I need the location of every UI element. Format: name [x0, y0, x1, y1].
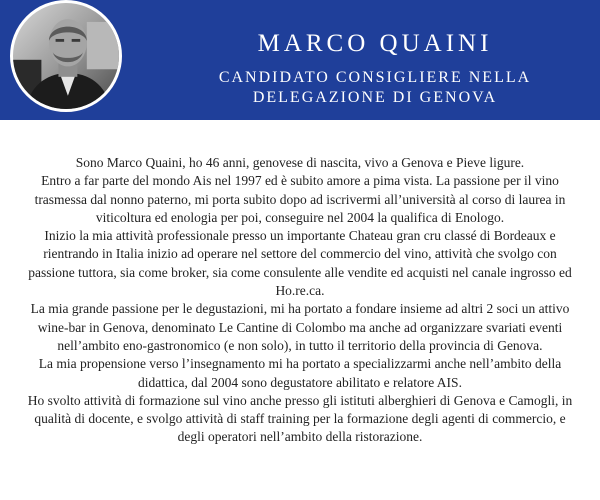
- bio-paragraph: La mia grande passione per le degustazioni, mi ha portato a fondare insieme ad altri 2 soci un attivo wine-bar in Genova, denominato Le Cantine di Colombo ma anche ad organizzare svariati eventi nell’ambito eno-gastronomico (e non solo), in tutto il territorio della provincia di Genova.: [30, 301, 570, 353]
- bio-paragraph: Sono Marco Quaini, ho 46 anni, genovese di nascita, vivo a Genova e Pieve ligure.: [75, 155, 525, 170]
- biography-text: [25, 154, 575, 447]
- avatar: [10, 0, 122, 112]
- bio-paragraph: Ho svolto attività di formazione sul vino anche presso gli istituti alberghieri di Genova e Camogli, in qualità di docente, e svolgo attività di staff training per la formazione degli agenti di commercio, e degli operatori nell’ambito della ristorazione.: [27, 392, 573, 445]
- subtitle-line-1: CANDIDATO CONSIGLIERE NELLA: [218, 69, 532, 86]
- subtitle-line-2: DELEGAZIONE DI GENOVA: [252, 89, 498, 106]
- header-banner: [0, 0, 600, 120]
- candidate-subtitle: [150, 68, 600, 108]
- portrait-photo-icon: [13, 3, 119, 109]
- bio-paragraph: Inizio la mia attività professionale presso un importante Chateau gran cru classé di Bordeaux e rientrando in Italia inizio ad operare nel settore del commercio del vino, attività che svolgo con passione tuttora, sia come broker, sia come consulente alle vendite ed acquisti nel canale ingrosso ed Ho.re.ca.: [28, 228, 572, 299]
- bio-paragraph: La mia propensione verso l’insegnamento mi ha portato a specializzarmi anche nell’ambito della didattica, dal 2004 sono degustatore abilitato e relatore AIS.: [38, 356, 562, 390]
- candidate-name: MARCO QUAINI: [257, 30, 493, 57]
- bio-paragraph: Entro a far parte del mondo Ais nel 1997 ed è subito amore a pima vista. La passione per il vino trasmessa dal nonno paterno, mi porta subito dopo ad iscrivermi all’università al corso di laurea in viticoltura ed enologia per poi, conseguire nel 2004 la qualifica di Enologo.: [34, 173, 566, 225]
